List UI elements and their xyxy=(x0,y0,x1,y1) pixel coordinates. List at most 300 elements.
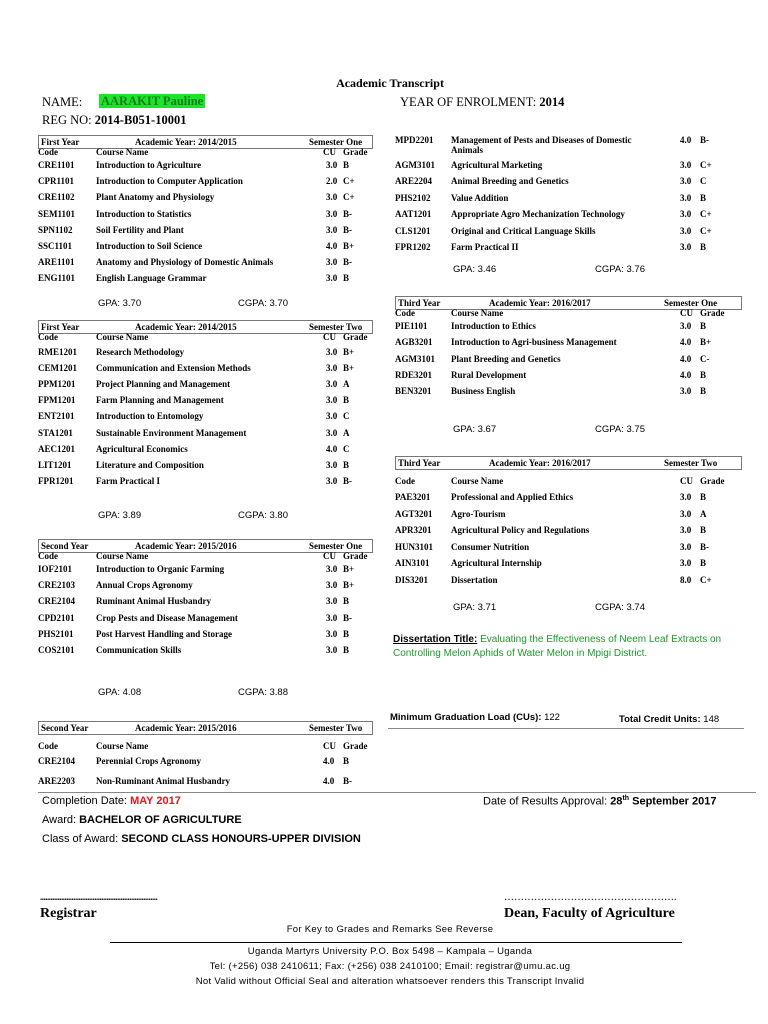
course-grade: A xyxy=(343,379,350,390)
course-row xyxy=(38,564,383,578)
course-code: SSC1101 xyxy=(38,241,73,251)
course-code: CRE2103 xyxy=(38,580,76,591)
course-name: Farm Planning and Management xyxy=(96,395,224,406)
course-grade: B xyxy=(343,395,350,406)
section-y2-s1 xyxy=(38,539,373,699)
semester-label: Semester Two xyxy=(309,723,363,733)
cgpa-value: CGPA: 3.74 xyxy=(595,602,645,613)
course-grade: B+ xyxy=(343,580,355,591)
course-cu: 4.0 xyxy=(326,241,338,251)
course-name: Communication and Extension Methods xyxy=(96,363,251,374)
section-y1-s1 xyxy=(38,135,373,315)
course-grade: C+ xyxy=(343,192,355,203)
registrar-signature-line: ................................................................... xyxy=(40,892,158,902)
course-cu: 3.0 xyxy=(326,208,338,219)
course-cu: 3.0 xyxy=(326,612,338,623)
course-name: Management of Pests and Diseases of Domestic xyxy=(451,135,632,145)
class-award-value: SECOND CLASS HONOURS-UPPER DIVISION xyxy=(121,833,361,845)
course-name: Introduction to Statistics xyxy=(96,208,192,219)
course-row xyxy=(38,580,383,594)
course-row xyxy=(395,525,740,539)
course-row xyxy=(395,242,740,256)
course-row xyxy=(395,354,740,368)
course-code: ARE2203 xyxy=(38,776,76,786)
course-row xyxy=(38,395,383,409)
course-grade: B xyxy=(700,386,707,397)
course-cu: 4.0 xyxy=(326,443,338,454)
course-name: English Language Grammar xyxy=(96,273,207,284)
course-cu: 3.0 xyxy=(326,347,338,357)
course-grade: C+ xyxy=(700,225,712,236)
course-name: Introduction to Ethics xyxy=(451,321,536,331)
course-row xyxy=(38,776,383,790)
column-grade: Grade xyxy=(343,332,368,342)
course-code: CRE2104 xyxy=(38,756,76,766)
course-row xyxy=(38,460,383,474)
course-grade: B- xyxy=(343,208,352,219)
course-name: Post Harvest Handling and Storage xyxy=(96,628,233,639)
column-cu: CU xyxy=(680,476,693,486)
course-name: Annual Crops Agronomy xyxy=(96,580,193,591)
course-grade: B- xyxy=(343,475,352,486)
dissertation-label: Dissertation Title: xyxy=(393,634,478,645)
course-row xyxy=(38,596,383,610)
course-grade: B xyxy=(700,558,707,568)
course-cu: 3.0 xyxy=(680,558,692,568)
course-name: Animal Breeding and Genetics xyxy=(451,176,569,186)
column-grade: Grade xyxy=(343,551,368,561)
course-name: Sustainable Environment Management xyxy=(96,427,247,438)
completion-label: Completion Date: xyxy=(42,795,127,807)
section-y2-s2-continued xyxy=(395,133,745,283)
column-cu: CU xyxy=(680,308,693,318)
course-row xyxy=(38,411,383,425)
dissertation-title-line1: Evaluating the Effectiveness of Neem Leaf Extracts on xyxy=(480,634,722,645)
course-code: RDE3201 xyxy=(395,369,433,380)
dean-signature-line: ……………………………………………. xyxy=(504,892,677,903)
course-cu: 3.0 xyxy=(680,176,692,186)
course-name: Agro-Tourism xyxy=(451,508,506,519)
enrolment-year: 2014 xyxy=(539,95,565,109)
course-cu: 3.0 xyxy=(680,225,692,236)
course-cu: 3.0 xyxy=(680,386,692,397)
course-name: Rural Development xyxy=(451,369,527,380)
course-name: Introduction to Computer Application xyxy=(96,176,243,187)
course-row xyxy=(395,542,740,556)
course-code: AGM3101 xyxy=(395,159,435,170)
column-grade: Grade xyxy=(343,741,368,751)
course-name: Introduction to Soil Science xyxy=(96,241,203,251)
course-cu: 3.0 xyxy=(680,541,692,552)
course-cu: 3.0 xyxy=(326,580,338,591)
course-row xyxy=(38,379,383,393)
course-row xyxy=(38,428,383,442)
course-name: Literature and Composition xyxy=(96,459,204,470)
course-cu: 3.0 xyxy=(680,321,692,331)
course-name: Farm Practical I xyxy=(96,475,160,486)
gpa-value: GPA: 4.08 xyxy=(98,687,142,698)
course-row xyxy=(38,347,383,361)
column-cu: CU xyxy=(323,741,336,751)
divider xyxy=(38,792,756,793)
year-label: Third Year xyxy=(398,298,441,308)
course-cu: 8.0 xyxy=(680,574,692,585)
course-grade: B xyxy=(700,242,707,252)
course-name: Agricultural Policy and Regulations xyxy=(451,525,590,535)
course-code: RME1201 xyxy=(38,347,77,357)
course-code: SEM1101 xyxy=(38,208,76,219)
course-cu: 4.0 xyxy=(680,337,692,348)
section-header xyxy=(38,721,373,735)
course-grade: B xyxy=(343,459,350,470)
year-label: Third Year xyxy=(398,458,441,468)
course-row xyxy=(395,209,740,223)
column-code: Code xyxy=(38,741,58,751)
course-row xyxy=(38,160,383,174)
course-code: STA1201 xyxy=(38,427,73,438)
course-cu: 3.0 xyxy=(326,363,338,374)
course-code: AAT1201 xyxy=(395,209,432,219)
section-y3-s1 xyxy=(395,296,745,441)
course-code: CRE1102 xyxy=(38,192,75,203)
course-code: BEN3201 xyxy=(395,386,432,397)
course-row xyxy=(395,492,740,506)
course-grade: B+ xyxy=(343,241,355,251)
course-grade: C+ xyxy=(700,159,712,170)
student-name: AARAKIT Pauline xyxy=(101,94,204,108)
course-cu: 3.0 xyxy=(326,379,338,390)
semester-label: Semester Two xyxy=(309,322,363,332)
course-grade: B+ xyxy=(343,363,355,374)
course-code: LIT1201 xyxy=(38,459,72,470)
course-code: FPM1201 xyxy=(38,395,76,406)
course-row xyxy=(395,558,740,572)
course-grade: B xyxy=(700,321,707,331)
course-code: AGT3201 xyxy=(395,508,433,519)
course-row xyxy=(38,192,383,206)
course-row xyxy=(395,176,740,190)
min-load-label: Minimum Graduation Load (CUs): xyxy=(390,712,542,723)
column-course-name: Course Name xyxy=(451,308,504,318)
cgpa-value: CGPA: 3.88 xyxy=(238,687,288,698)
course-code: ENG1101 xyxy=(38,273,76,284)
course-name: Business English xyxy=(451,386,516,397)
gpa-value: GPA: 3.46 xyxy=(453,264,497,275)
academic-year: Academic Year: 2014/2015 xyxy=(135,322,237,332)
column-code: Code xyxy=(38,332,58,342)
course-name: Agricultural Marketing xyxy=(451,159,543,170)
course-code: SPN1102 xyxy=(38,224,73,235)
course-code: CRE1101 xyxy=(38,160,75,170)
course-cu: 2.0 xyxy=(326,176,338,187)
course-code: COS2101 xyxy=(38,645,75,655)
course-row xyxy=(395,321,740,335)
approval-day: 28 xyxy=(610,795,623,808)
course-row xyxy=(38,645,383,659)
course-name: Plant Anatomy and Physiology xyxy=(96,192,215,203)
course-code: HUN3101 xyxy=(395,541,433,552)
course-grade: B xyxy=(343,628,350,639)
year-label: Second Year xyxy=(41,723,89,733)
course-cu: 3.0 xyxy=(680,492,692,502)
course-name: Soil Fertility and Plant xyxy=(96,224,184,235)
total-credit-label: Total Credit Units: xyxy=(619,714,701,725)
cgpa-value: CGPA: 3.75 xyxy=(595,424,645,435)
column-course-name: Course Name xyxy=(96,741,149,751)
award-value: BACHELOR OF AGRICULTURE xyxy=(79,814,242,826)
course-grade: B xyxy=(343,645,350,655)
course-code: CPR1101 xyxy=(38,176,74,187)
column-code: Code xyxy=(395,308,415,318)
gpa-value: GPA: 3.89 xyxy=(98,510,142,521)
name-label: NAME: xyxy=(42,95,83,109)
course-cu: 3.0 xyxy=(326,273,338,284)
course-name: Farm Practical II xyxy=(451,242,519,252)
course-row xyxy=(38,176,383,190)
course-code: FPR1202 xyxy=(395,242,431,252)
semester-label: Semester One xyxy=(309,137,363,147)
column-code: Code xyxy=(38,147,58,157)
course-code: MPD2201 xyxy=(395,135,434,145)
course-code: ENT2101 xyxy=(38,411,75,422)
course-grade: B- xyxy=(700,135,709,145)
min-load-value: 122 xyxy=(544,712,560,723)
course-code: CPD2101 xyxy=(38,612,75,623)
course-name: Ruminant Animal Husbandry xyxy=(96,596,212,607)
course-name: Dissertation xyxy=(451,574,498,585)
semester-label: Semester Two xyxy=(664,458,718,468)
course-row xyxy=(38,209,383,223)
course-name-continued: Animals xyxy=(451,145,484,155)
section-y2-s2 xyxy=(38,721,373,791)
course-name: Value Addition xyxy=(451,192,509,203)
course-grade: C xyxy=(700,176,707,186)
page-title: Academic Transcript xyxy=(336,76,444,90)
course-row xyxy=(38,273,383,287)
gpa-value: GPA: 3.71 xyxy=(453,602,497,613)
course-code: AEC1201 xyxy=(38,443,76,454)
course-name: Research Methodology xyxy=(96,347,185,357)
course-cu: 3.0 xyxy=(680,209,692,219)
course-code: PHS2102 xyxy=(395,192,431,203)
course-cu: 3.0 xyxy=(326,257,338,268)
cgpa-value: CGPA: 3.76 xyxy=(595,264,645,275)
course-name: Non-Ruminant Animal Husbandry xyxy=(96,776,231,786)
course-cu: 4.0 xyxy=(680,353,692,364)
total-credit-value: 148 xyxy=(703,714,720,725)
column-cu: CU xyxy=(323,332,336,342)
course-grade: B xyxy=(700,525,707,535)
course-row xyxy=(395,386,740,400)
footer-validity: Not Valid without Official Seal and alteration whatsoever renders this Transcript Invalid xyxy=(195,976,585,987)
course-cu: 3.0 xyxy=(326,475,338,486)
course-grade: B xyxy=(343,596,350,607)
course-row xyxy=(395,160,740,174)
cgpa-value: CGPA: 3.80 xyxy=(238,510,288,521)
course-grade: B- xyxy=(343,224,352,235)
course-cu: 3.0 xyxy=(680,192,692,203)
course-code: DIS3201 xyxy=(395,574,429,585)
course-row xyxy=(38,241,383,255)
course-name: Professional and Applied Ethics xyxy=(451,492,574,502)
column-grade: Grade xyxy=(343,147,368,157)
course-grade: B- xyxy=(700,541,709,552)
course-code: APR3201 xyxy=(395,525,432,535)
column-grade: Grade xyxy=(700,308,725,318)
course-name: Original and Critical Language Skills xyxy=(451,225,596,236)
course-name: Introduction to Agri-business Management xyxy=(451,337,617,348)
gpa-value: GPA: 3.70 xyxy=(98,298,142,309)
course-code: ARE2204 xyxy=(395,176,433,186)
course-row xyxy=(38,756,383,770)
course-cu: 3.0 xyxy=(680,242,692,252)
course-code: CLS1201 xyxy=(395,225,431,236)
course-code: PHS2101 xyxy=(38,628,74,639)
course-code: AIN3101 xyxy=(395,558,430,568)
course-grade: C+ xyxy=(700,209,712,219)
course-grade: B xyxy=(700,369,707,380)
approval-label: Date of Results Approval: xyxy=(483,795,608,808)
course-grade: B xyxy=(700,492,707,502)
course-row xyxy=(395,509,740,523)
course-cu: 3.0 xyxy=(326,628,338,639)
enrolment-label: YEAR OF ENROLMENT: xyxy=(400,95,537,109)
course-name: Introduction to Entomology xyxy=(96,411,204,422)
course-cu: 3.0 xyxy=(326,645,338,655)
course-code: AGB3201 xyxy=(395,337,433,348)
course-cu: 3.0 xyxy=(326,160,338,170)
course-name: Appropriate Agro Mechanization Technology xyxy=(451,209,625,219)
course-code: CEM1201 xyxy=(38,363,77,374)
course-name: Anatomy and Physiology of Domestic Animals xyxy=(96,257,274,268)
registrar-title: Registrar xyxy=(40,906,97,921)
gpa-value: GPA: 3.67 xyxy=(453,424,497,435)
course-grade: B+ xyxy=(343,564,355,574)
course-row xyxy=(38,444,383,458)
course-code: ARE1101 xyxy=(38,257,75,268)
award-label: Award: xyxy=(42,814,77,826)
course-name: Plant Breeding and Genetics xyxy=(451,353,561,364)
course-grade: C+ xyxy=(343,176,355,187)
course-row xyxy=(395,193,740,207)
course-cu: 4.0 xyxy=(323,776,335,786)
course-row xyxy=(38,363,383,377)
cgpa-value: CGPA: 3.70 xyxy=(238,298,288,309)
course-cu: 3.0 xyxy=(680,525,692,535)
course-name: Introduction to Agriculture xyxy=(96,160,202,170)
course-grade: C+ xyxy=(700,574,712,585)
course-row xyxy=(395,370,740,384)
footer-address: Uganda Martyrs University P.O. Box 5498 – Kampala – Uganda xyxy=(247,946,533,957)
column-code: Code xyxy=(395,476,415,486)
course-name: Crop Pests and Disease Management xyxy=(96,612,238,623)
dissertation-title-line2: Controlling Melon Aphids of Water Melon in Mpigi District. xyxy=(393,648,648,659)
column-course-name: Course Name xyxy=(96,332,149,342)
course-grade: C xyxy=(343,411,350,422)
course-code: AGM3101 xyxy=(395,353,435,364)
column-cu: CU xyxy=(323,551,336,561)
approval-month-year: September 2017 xyxy=(632,795,717,808)
course-row xyxy=(38,629,383,643)
course-name: Introduction to Organic Farming xyxy=(96,564,225,574)
section-y3-s2 xyxy=(395,456,745,621)
course-cu: 3.0 xyxy=(680,159,692,170)
section-header xyxy=(395,456,742,470)
course-name: Agricultural Internship xyxy=(451,558,542,568)
course-grade: C xyxy=(343,443,350,454)
course-grade: B+ xyxy=(343,347,355,357)
academic-year: Academic Year: 2016/2017 xyxy=(489,458,591,468)
course-row xyxy=(38,225,383,239)
reg-label: REG NO: xyxy=(42,113,92,127)
semester-label: Semester One xyxy=(309,541,363,551)
course-grade: B- xyxy=(343,612,352,623)
course-grade: A xyxy=(700,508,707,519)
key-note: For Key to Grades and Remarks See Reverse xyxy=(286,924,494,935)
course-code: PAE3201 xyxy=(395,492,431,502)
course-row xyxy=(395,575,740,589)
course-cu: 3.0 xyxy=(680,508,692,519)
course-grade: B xyxy=(700,192,707,203)
course-cu: 3.0 xyxy=(326,564,338,574)
completion-date: MAY 2017 xyxy=(130,795,181,807)
divider xyxy=(388,728,744,729)
course-code: CRE2104 xyxy=(38,596,76,607)
section-y1-s2 xyxy=(38,320,373,520)
course-cu: 3.0 xyxy=(326,411,338,422)
course-grade: B xyxy=(343,756,350,766)
class-award-label: Class of Award: xyxy=(42,833,119,845)
course-name: Agricultural Economics xyxy=(96,443,188,454)
column-course-name: Course Name xyxy=(451,476,504,486)
course-cu: 4.0 xyxy=(323,756,335,766)
course-grade: B+ xyxy=(700,337,712,348)
course-grade: A xyxy=(343,427,350,438)
approval-day-suffix: th xyxy=(622,795,630,802)
course-cu: 3.0 xyxy=(326,395,338,406)
course-row xyxy=(395,226,740,240)
column-course-name: Course Name xyxy=(96,147,149,157)
academic-year: Academic Year: 2015/2016 xyxy=(135,541,237,551)
year-label: Second Year xyxy=(41,541,89,551)
course-name: Perennial Crops Agronomy xyxy=(96,756,202,766)
column-cu: CU xyxy=(323,147,336,157)
year-label: First Year xyxy=(41,322,80,332)
academic-year: Academic Year: 2016/2017 xyxy=(489,298,591,308)
dean-title: Dean, Faculty of Agriculture xyxy=(504,906,675,921)
course-grade: B- xyxy=(343,776,352,786)
course-cu: 4.0 xyxy=(680,369,692,380)
footer-contact: Tel: (+256) 038 2410611; Fax: (+256) 038 2410100; Email: registrar@umu.ac.ug xyxy=(209,961,571,972)
academic-year: Academic Year: 2014/2015 xyxy=(135,137,237,147)
column-code: Code xyxy=(38,551,58,561)
column-course-name: Course Name xyxy=(96,551,149,561)
course-cu: 3.0 xyxy=(326,192,338,203)
course-grade: B xyxy=(343,160,350,170)
course-code: IOF2101 xyxy=(38,564,73,574)
course-code: PIE1101 xyxy=(395,321,428,331)
course-grade: B- xyxy=(343,257,352,268)
course-name: Communication Skills xyxy=(96,645,182,655)
course-grade: B xyxy=(343,273,350,284)
course-row xyxy=(38,613,383,627)
course-code: PPM1201 xyxy=(38,379,76,390)
course-row xyxy=(395,135,740,155)
course-cu: 3.0 xyxy=(326,459,338,470)
footer-divider xyxy=(110,942,682,943)
course-name: Consumer Nutrition xyxy=(451,541,530,552)
course-cu: 3.0 xyxy=(326,224,338,235)
